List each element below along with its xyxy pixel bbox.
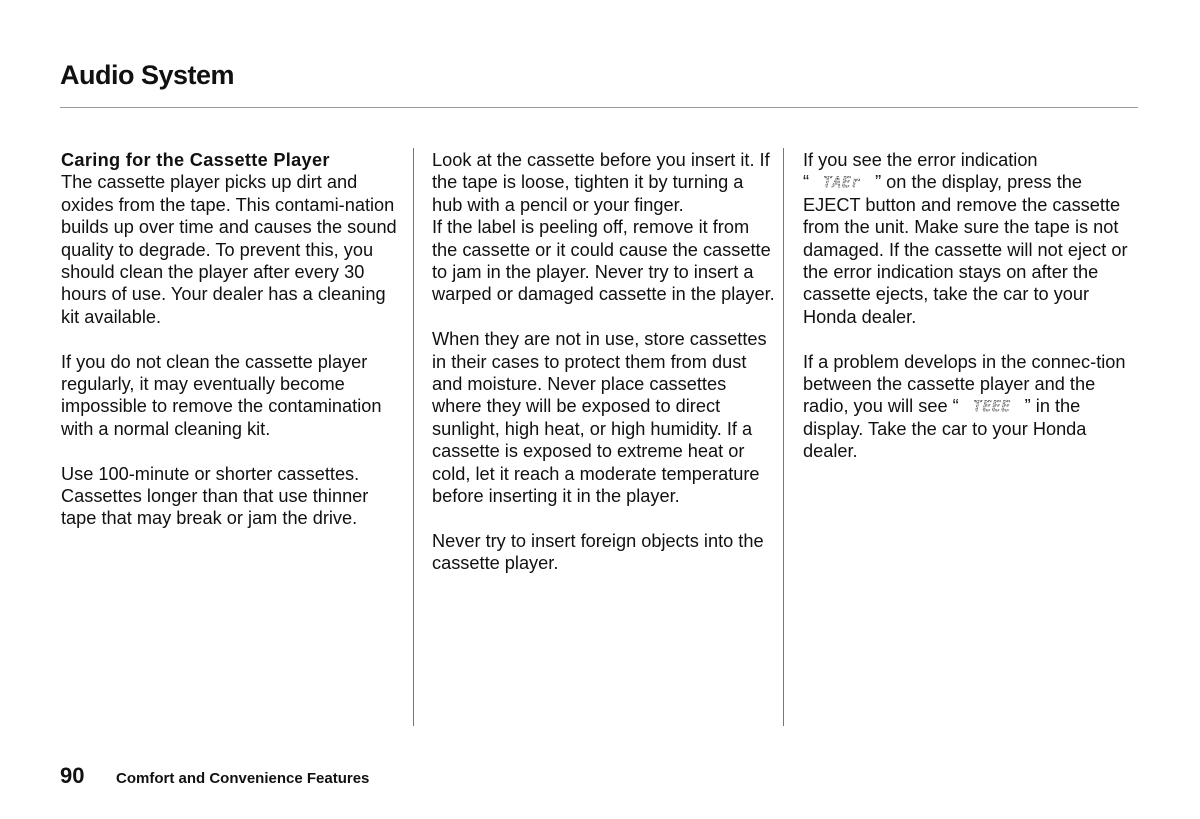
paragraph: [803, 149, 1141, 328]
paragraph-text: ” on the display, press the EJECT button and remove the cassette from the unit. Make sure the tape is not damaged. If the cassette will not eject or the error indication stays on after the cassette ejects, take the car to your Honda dealer.: [803, 172, 1128, 327]
page-number: 90: [60, 763, 85, 788]
paragraph-text: If you see the error indication: [803, 150, 1038, 170]
paragraph-text: Look at the cassette before you insert it. If the tape is loose, tighten it by turning a hub with a pencil or your finger.: [432, 150, 770, 215]
paragraph-text: If the label is peeling off, remove it from the cassette or it could cause the cassette to jam in the player. Never try to insert a warped or damaged cassette in the player.: [432, 217, 775, 305]
column-3: [803, 149, 1141, 485]
paragraph: [61, 149, 406, 328]
paragraph-text: ” in the display. Take the car to your Honda dealer.: [803, 396, 1087, 462]
column-2: [432, 149, 777, 597]
paragraph: [432, 149, 777, 306]
lcd-code-text: TAEr: [823, 175, 861, 191]
paragraph-text: The cassette player picks up dirt and oxides from the tape. This contami-nation builds up over time and causes the sound quality to degrade. To prevent this, you should clean the player after every 30 hours of use. Your dealer has a cleaning kit available.: [61, 172, 397, 327]
lcd-code-text: TEEE: [972, 399, 1011, 415]
paragraph: When they are not in use, store cassettes in their cases to protect them from dust and moisture. Never place cassettes where they will be exposed to direct sunlight, high heat, or high humidity. If a cassette is exposed to extreme heat or cold, let it reach a moderate temperature before inserting it in the player.: [432, 329, 767, 507]
paragraph: If you do not clean the cassette player regularly, it may eventually become impossible to remove the contamination with a normal cleaning kit.: [61, 351, 382, 439]
paragraph: Use 100-minute or shorter cassettes. Cassettes longer than that use thinner tape that may break or jam the drive.: [61, 463, 369, 529]
header-rule: [60, 107, 1138, 108]
column-divider: [783, 148, 784, 726]
paragraph: Never try to insert foreign objects into the cassette player.: [432, 530, 764, 574]
lcd-error-code-connection: [963, 398, 1021, 414]
column-divider: [413, 148, 414, 726]
page-title: Audio System: [60, 60, 235, 90]
lcd-error-code-tape: [813, 174, 871, 190]
section-footer: Comfort and Convenience Features: [116, 770, 370, 787]
column-1: [61, 149, 406, 552]
quote-mark: “: [803, 172, 810, 193]
paragraph-text: If a problem develops in the connec-tion between the cassette player and the radio, you will see “: [803, 351, 1126, 417]
section-subheading: Caring for the Cassette Player: [61, 150, 330, 170]
paragraph: [803, 351, 1141, 463]
